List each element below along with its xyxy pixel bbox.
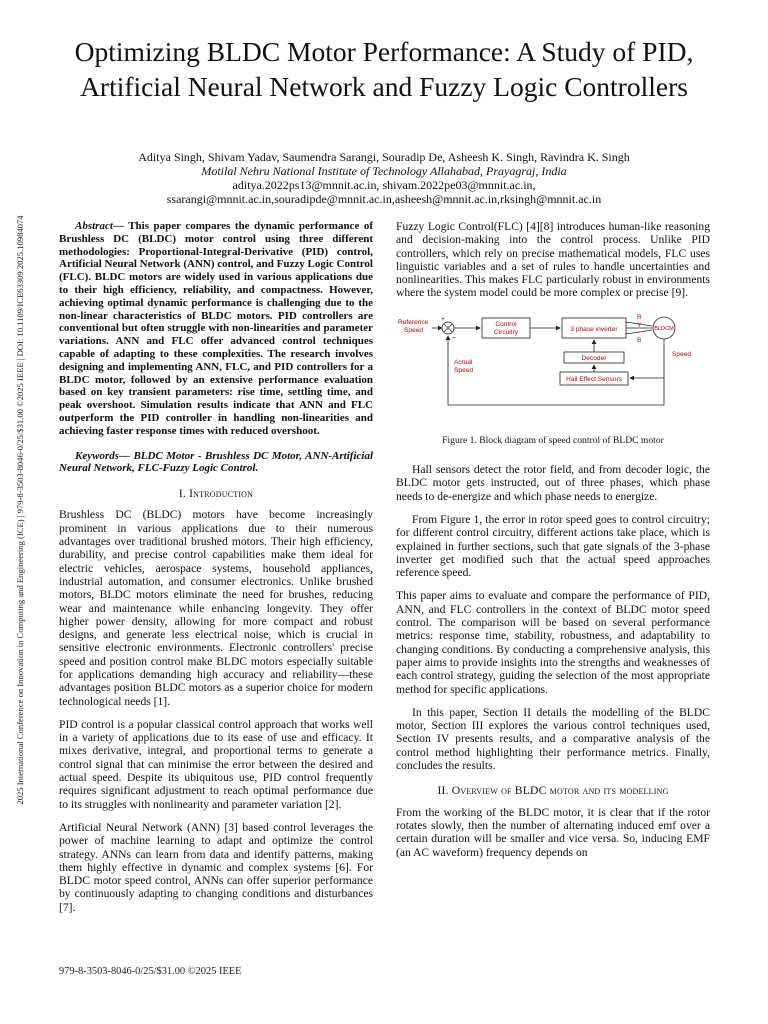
sum-plus: + [441, 315, 445, 323]
keywords-text: BLDC Motor - Brushless DC Motor, ANN-Artificial Neural Network, FLC-Fuzzy Logic Control. [59, 449, 373, 475]
label-y: Y [637, 321, 642, 329]
label-decoder: Decoder [581, 354, 607, 362]
intro-paragraph-3: Artificial Neural Network (ANN) [3] based control leverages the power of machine learning to adapt and optimize the control strategy. ANNs can learn from data and identify patterns, making them highly effective in dynamic and complex systems [6]. For BLDC motor speed control, ANNs can offer superior performance by continuously adapting to changing conditions and disturbances [7]. [59, 820, 373, 914]
sum-minus: − [452, 334, 456, 342]
block-diagram-svg [396, 310, 710, 428]
section-heading-introduction: I. Introduction [178, 487, 254, 501]
right-paragraph-2: From Figure 1, the error in rotor speed goes to control circuitry; for different control circuitry, different actions take place, which is explained in further sections, such that gate signals of the 3-phase inverter get modified such that the actual speed approaches reference speed. [396, 512, 710, 580]
right-column [396, 220, 710, 869]
label-circuitry: Circuitry [493, 328, 519, 336]
left-column [59, 220, 373, 924]
side-margin-citation [10, 175, 30, 845]
author-affiliation: Motilal Nehru National Institute of Technology Allahabad, Prayagraj, India [201, 164, 567, 178]
paper-title: Optimizing BLDC Motor Performance: A Study of PID, Artificial Neural Network and Fuzzy Logic Controllers [74, 36, 694, 102]
author-block [60, 150, 708, 206]
right-paragraph-3: This paper aims to evaluate and compare the performance of PID, ANN, and FLC controllers in the context of BLDC motor speed control. The comparison will be based on several performance metrics: response time, stability, robustness, and adaptability to changing conditions. By conducting a comprehensive analysis, this paper aims to provide insights into the strengths and weaknesses of each control strategy, guiding the selection of the most appropriate method for specific applications. [396, 589, 710, 696]
label-b: B [637, 336, 642, 344]
section-2-paragraph-1: From the working of the BLDC motor, it is clear that if the rotor rotates slowly, then the number of alternating induced emf over a certain duration will be smaller and vice versa. So, inducing EMF (an AC waveform) frequency depends on [396, 805, 710, 859]
label-motor: BLDCM [654, 325, 674, 332]
right-paragraph-1: Hall sensors detect the rotor field, and from decoder logic, the BLDC motor gets instructed, out of three phases, which phase needs to de-energize and which phase needs to energize. [396, 463, 710, 503]
author-emails-line-1: aditya.2022ps13@mnnit.ac.in, shivam.2022pe03@mnnit.ac.in, [232, 178, 536, 192]
label-reference: Reference [398, 318, 429, 326]
section-heading-overview: II. Overview of BLDC motor and its modelling [437, 784, 669, 798]
keywords [59, 450, 373, 476]
abstract-label: Abstract— [75, 220, 124, 232]
figure-1-caption: Figure 1. Block diagram of speed control of BLDC motor [442, 434, 664, 446]
label-output-speed: Speed [672, 350, 692, 358]
right-paragraph-4: In this paper, Section II details the modelling of the BLDC motor, Section III explores the various control techniques used, Section IV presents results, and a comparative analysis of the control method highlighting their performance metrics. Finally, concludes the results. [396, 705, 710, 773]
label-control: Control [495, 320, 517, 328]
label-hall: Hall Effect Sensors [566, 375, 622, 383]
intro-paragraph-2: PID control is a popular classical control approach that works well in a variety of applications due to its ease of use and efficacy. It mixes derivative, integral, and proportional terms to generate a control signal that can minimise the error between the desired and actual speed. Despite its ubiquitous use, PID control frequently requires significant adjustment to reach optimal performance due to its struggles with nonlinearity and parameter variation [2]. [59, 717, 373, 811]
side-margin-citation-text: 2025 International Conference on Innovation in Computing and Engineering (ICE) | 979-8-3503-8046-0/25/$31.00 ©2025 IEEE | DOI: 10.1109/ICE63309.2025.10984074 [15, 215, 25, 805]
label-inverter: 3 phase inverter [570, 325, 618, 333]
feedback-loop [448, 336, 664, 405]
author-names: Aditya Singh, Shivam Yadav, Saumendra Sarangi, Souradip De, Asheesh K. Singh, Ravindra K. Singh [138, 150, 630, 164]
abstract-text: This paper compares the dynamic performance of Brushless DC (BLDC) motor control using three different methodologies: Proportional-Integral-Derivative (PID) control, Artificial Neural Network (ANN) control, and Fuzzy Logic Control (FLC). BLDC motors are widely used in various applications due to their high efficiency, reliability, and compactness. However, achieving optimal dynamic performance is challenging due to the non-linear characteristics of BLDC motors. PID controllers are conventional but often struggle with non-linearities and parameter variations. ANN and FLC offer advanced control techniques capable of adapting to these complexities. The research involves designing and implementing ANN, FLC, and PID controllers for a BLDC motor, followed by an extensive performance evaluation based on key transient parameters: rise time, settling time, and peak overshoot. Simulation results indicate that ANN and FLC outperform the PID controller in handling non-linearities and achieving faster response times with reduced overshoot. [59, 220, 373, 437]
label-actual-speed: Speed [454, 366, 474, 374]
label-reference-speed: Speed [404, 326, 424, 334]
label-actual: Actual [454, 358, 473, 366]
author-emails-line-2: ssarangi@mnnit.ac.in,souradipde@mnnit.ac.in,asheesh@mnnit.ac.in,rksingh@mnnit.ac.in [166, 192, 602, 206]
abstract [59, 220, 373, 438]
label-r: R [637, 313, 642, 321]
keywords-label: Keywords— [75, 449, 130, 462]
figure-1-block-diagram [396, 310, 710, 428]
page-footer: 979-8-3503-8046-0/25/$31.00 ©2025 IEEE [59, 966, 242, 977]
intro-paragraph-1: Brushless DC (BLDC) motors have become increasingly prominent in various applications due to their numerous advantages over traditional brushed motors. Their high efficiency, durability, and precise control capabilities make them ideal for electric vehicles, aerospace systems, household appliances, industrial automation, and consumer electronics. Unlike brushed motors, BLDC motors eliminate the need for brushes, reducing wear and maintenance while enhancing longevity. They offer higher power density, allowing for more compact and robust designs, and generate less electrical noise, which is crucial in sensitive electronic environments. Electronic controllers' precise speed and position control make BLDC motors especially suitable for applications demanding high accuracy and reliability—these advantages position BLDC motors as a superior choice for modern technological needs [1]. [59, 508, 373, 708]
intro-paragraph-4: Fuzzy Logic Control(FLC) [4][8] introduces human-like reasoning and decision-making into the control process. Unlike PID controllers, which rely on precise mathematical models, FLC uses linguistic variables and a set of rules to handle uncertainties and nonlinearities. This makes FLC particularly robust in environments where the system model could be more complex or precise [9]. [396, 220, 710, 300]
